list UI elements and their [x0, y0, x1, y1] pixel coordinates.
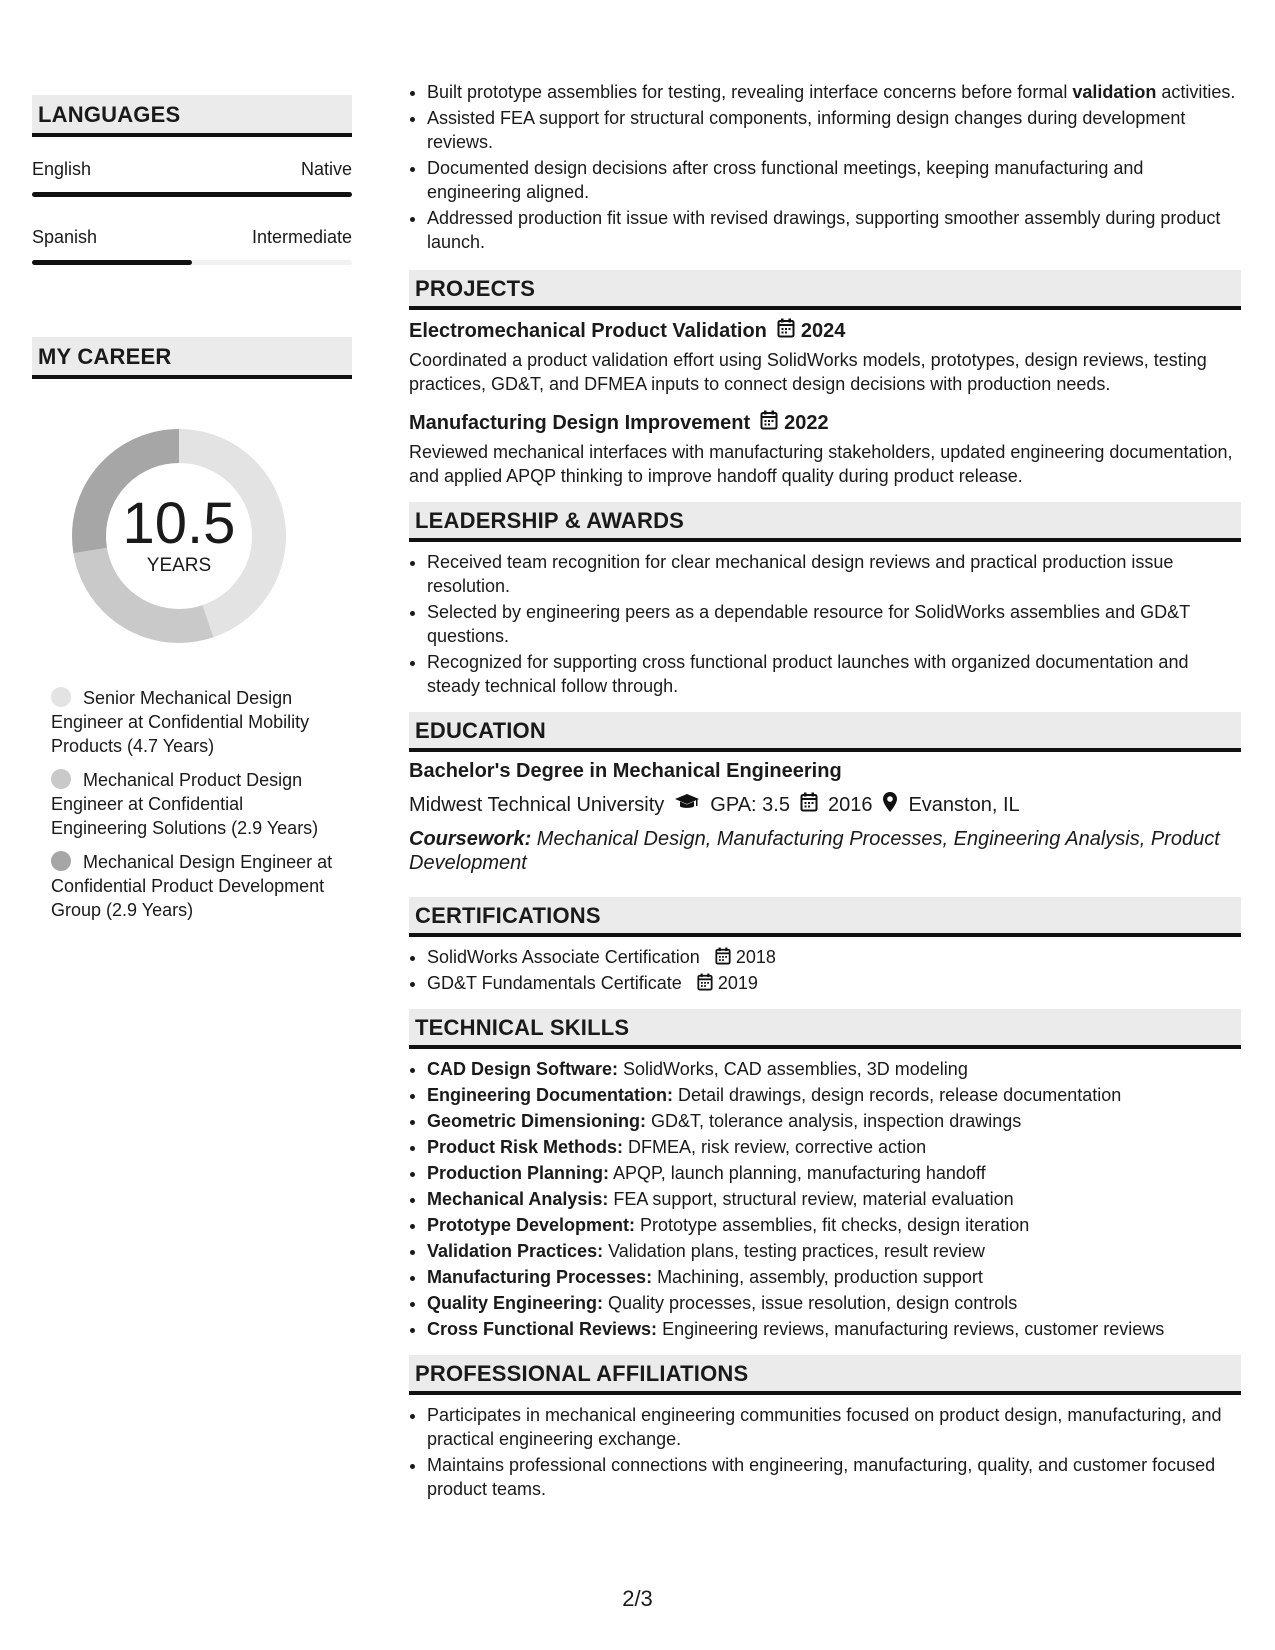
experience-bullet: • Built prototype assemblies for testing, revealing interface concerns before formal validation activities. — [427, 80, 1241, 104]
skills-list — [409, 1057, 1241, 1341]
affiliation-item: • Participates in mechanical engineering communities focused on product design, manufacturing, and practical engineering exchange. — [427, 1403, 1241, 1451]
career-heading: MY CAREER — [32, 337, 352, 379]
language-level: Native — [300, 159, 352, 179]
leadership-heading: LEADERSHIP & AWARDS — [409, 502, 1241, 542]
education-school: Midwest Technical University — [409, 793, 665, 816]
certification-name: GD&T Fundamentals Certificate — [427, 973, 682, 993]
skill-item: • Validation Practices: Validation plans, testing practices, result review — [427, 1239, 1241, 1263]
career-item — [51, 768, 336, 840]
certification-name: SolidWorks Associate Certification — [427, 947, 700, 967]
project-name: Manufacturing Design Improvement — [409, 411, 751, 434]
certification-year: 2019 — [717, 973, 758, 993]
education-location: Evanston, IL — [908, 793, 1020, 816]
certification-item — [427, 971, 1241, 995]
project-name: Electromechanical Product Validation — [409, 319, 767, 342]
calendar-icon — [697, 973, 718, 993]
skill-item: • Cross Functional Reviews: Engineering reviews, manufacturing reviews, customer reviews — [427, 1317, 1241, 1341]
career-years-unit: YEARS — [146, 555, 212, 576]
education-heading: EDUCATION — [409, 712, 1241, 752]
certification-year: 2018 — [735, 947, 776, 967]
leadership-item: • Selected by engineering peers as a dependable resource for SolidWorks assemblies and GD&T questions. — [427, 600, 1241, 648]
languages-heading: LANGUAGES — [32, 95, 352, 137]
career-dot-icon — [51, 769, 71, 789]
experience-bullet: • Assisted FEA support for structural components, informing design changes during development reviews. — [427, 106, 1241, 154]
career-total-years: 10.5 — [122, 491, 236, 556]
leadership-item: • Recognized for supporting cross functional product launches with organized documentation and steady technical follow through. — [427, 650, 1241, 698]
language-name: English — [32, 159, 92, 179]
project-description: Reviewed mechanical interfaces with manufacturing stakeholders, updated engineering documentation, and applied APQP thinking to improve handoff quality during product release. — [409, 442, 1233, 486]
education-gpa: GPA: 3.5 — [710, 793, 790, 816]
career-item — [51, 686, 336, 758]
language-level: Intermediate — [251, 227, 352, 247]
calendar-icon — [777, 318, 795, 344]
language-level-bar — [32, 260, 352, 265]
career-dot-icon — [51, 851, 71, 871]
project-year: 2022 — [784, 411, 829, 434]
skill-item: • Product Risk Methods: DFMEA, risk review, corrective action — [427, 1135, 1241, 1159]
coursework-label: Coursework: — [409, 828, 532, 850]
certifications-heading: CERTIFICATIONS — [409, 897, 1241, 937]
project-description: Coordinated a product validation effort using SolidWorks models, prototypes, design reviews, testing practices, GD&T, and DFMEA inputs to connect design decisions with production needs. — [409, 350, 1207, 394]
career-item-text: Mechanical Product Design Engineer at Confidential Engineering Solutions (2.9 Years) — [51, 770, 319, 838]
language-level-fill — [32, 260, 192, 265]
left-column — [32, 95, 352, 932]
language-level-fill — [32, 192, 352, 197]
project-year: 2024 — [800, 319, 846, 342]
career-list — [32, 686, 336, 922]
certifications-list — [409, 945, 1241, 995]
skill-item: • Manufacturing Processes: Machining, assembly, production support — [427, 1265, 1241, 1289]
right-column — [409, 80, 1241, 1503]
education-year: 2016 — [827, 793, 873, 816]
skill-item: • Prototype Development: Prototype assemblies, fit checks, design iteration — [427, 1213, 1241, 1237]
coursework-text: Mechanical Design, Manufacturing Processes, Engineering Analysis, Product Development — [409, 828, 1220, 874]
project-item — [409, 318, 1241, 396]
experience-bullet: • Addressed production fit issue with revised drawings, supporting smoother assembly during product launch. — [427, 206, 1241, 254]
career-donut-chart — [64, 421, 294, 651]
education-degree: Bachelor's Degree in Mechanical Engineering — [409, 760, 842, 782]
career-item — [51, 850, 336, 922]
projects-heading: PROJECTS — [409, 270, 1241, 310]
language-name: Spanish — [32, 227, 98, 247]
experience-bullets — [409, 80, 1241, 254]
page-number: 2/3 — [622, 1586, 653, 1611]
skill-item: • CAD Design Software: SolidWorks, CAD assemblies, 3D modeling — [427, 1057, 1241, 1081]
affiliations-list — [409, 1403, 1241, 1501]
language-spanish — [32, 227, 352, 265]
calendar-icon — [715, 947, 736, 967]
certification-item — [427, 945, 1241, 969]
skill-item: • Production Planning: APQP, launch planning, manufacturing handoff — [427, 1161, 1241, 1185]
leadership-item: • Received team recognition for clear mechanical design reviews and practical production issue resolution. — [427, 550, 1241, 598]
education-coursework — [409, 827, 1241, 875]
skill-item: • Geometric Dimensioning: GD&T, tolerance analysis, inspection drawings — [427, 1109, 1241, 1133]
skill-item: • Quality Engineering: Quality processes, issue resolution, design controls — [427, 1291, 1241, 1315]
graduation-cap-icon — [674, 793, 700, 817]
education-meta — [409, 791, 1241, 819]
calendar-icon — [760, 410, 778, 436]
career-dot-icon — [51, 687, 71, 707]
project-item — [409, 410, 1241, 488]
skills-heading: TECHNICAL SKILLS — [409, 1009, 1241, 1049]
skill-item: • Mechanical Analysis: FEA support, structural review, material evaluation — [427, 1187, 1241, 1211]
affiliation-item: • Maintains professional connections with engineering, manufacturing, quality, and customer focused product teams. — [427, 1453, 1241, 1501]
career-item-text: Senior Mechanical Design Engineer at Confidential Mobility Products (4.7 Years) — [51, 688, 310, 756]
language-level-bar — [32, 192, 352, 197]
language-english — [32, 159, 352, 197]
skill-item: • Engineering Documentation: Detail drawings, design records, release documentation — [427, 1083, 1241, 1107]
experience-bullet: • Documented design decisions after cross functional meetings, keeping manufacturing and engineering aligned. — [427, 156, 1241, 204]
leadership-list — [409, 550, 1241, 698]
career-item-text: Mechanical Design Engineer at Confidential Product Development Group (2.9 Years) — [51, 852, 333, 920]
calendar-icon — [800, 792, 818, 818]
location-pin-icon — [882, 791, 898, 819]
affiliations-heading: PROFESSIONAL AFFILIATIONS — [409, 1355, 1241, 1395]
